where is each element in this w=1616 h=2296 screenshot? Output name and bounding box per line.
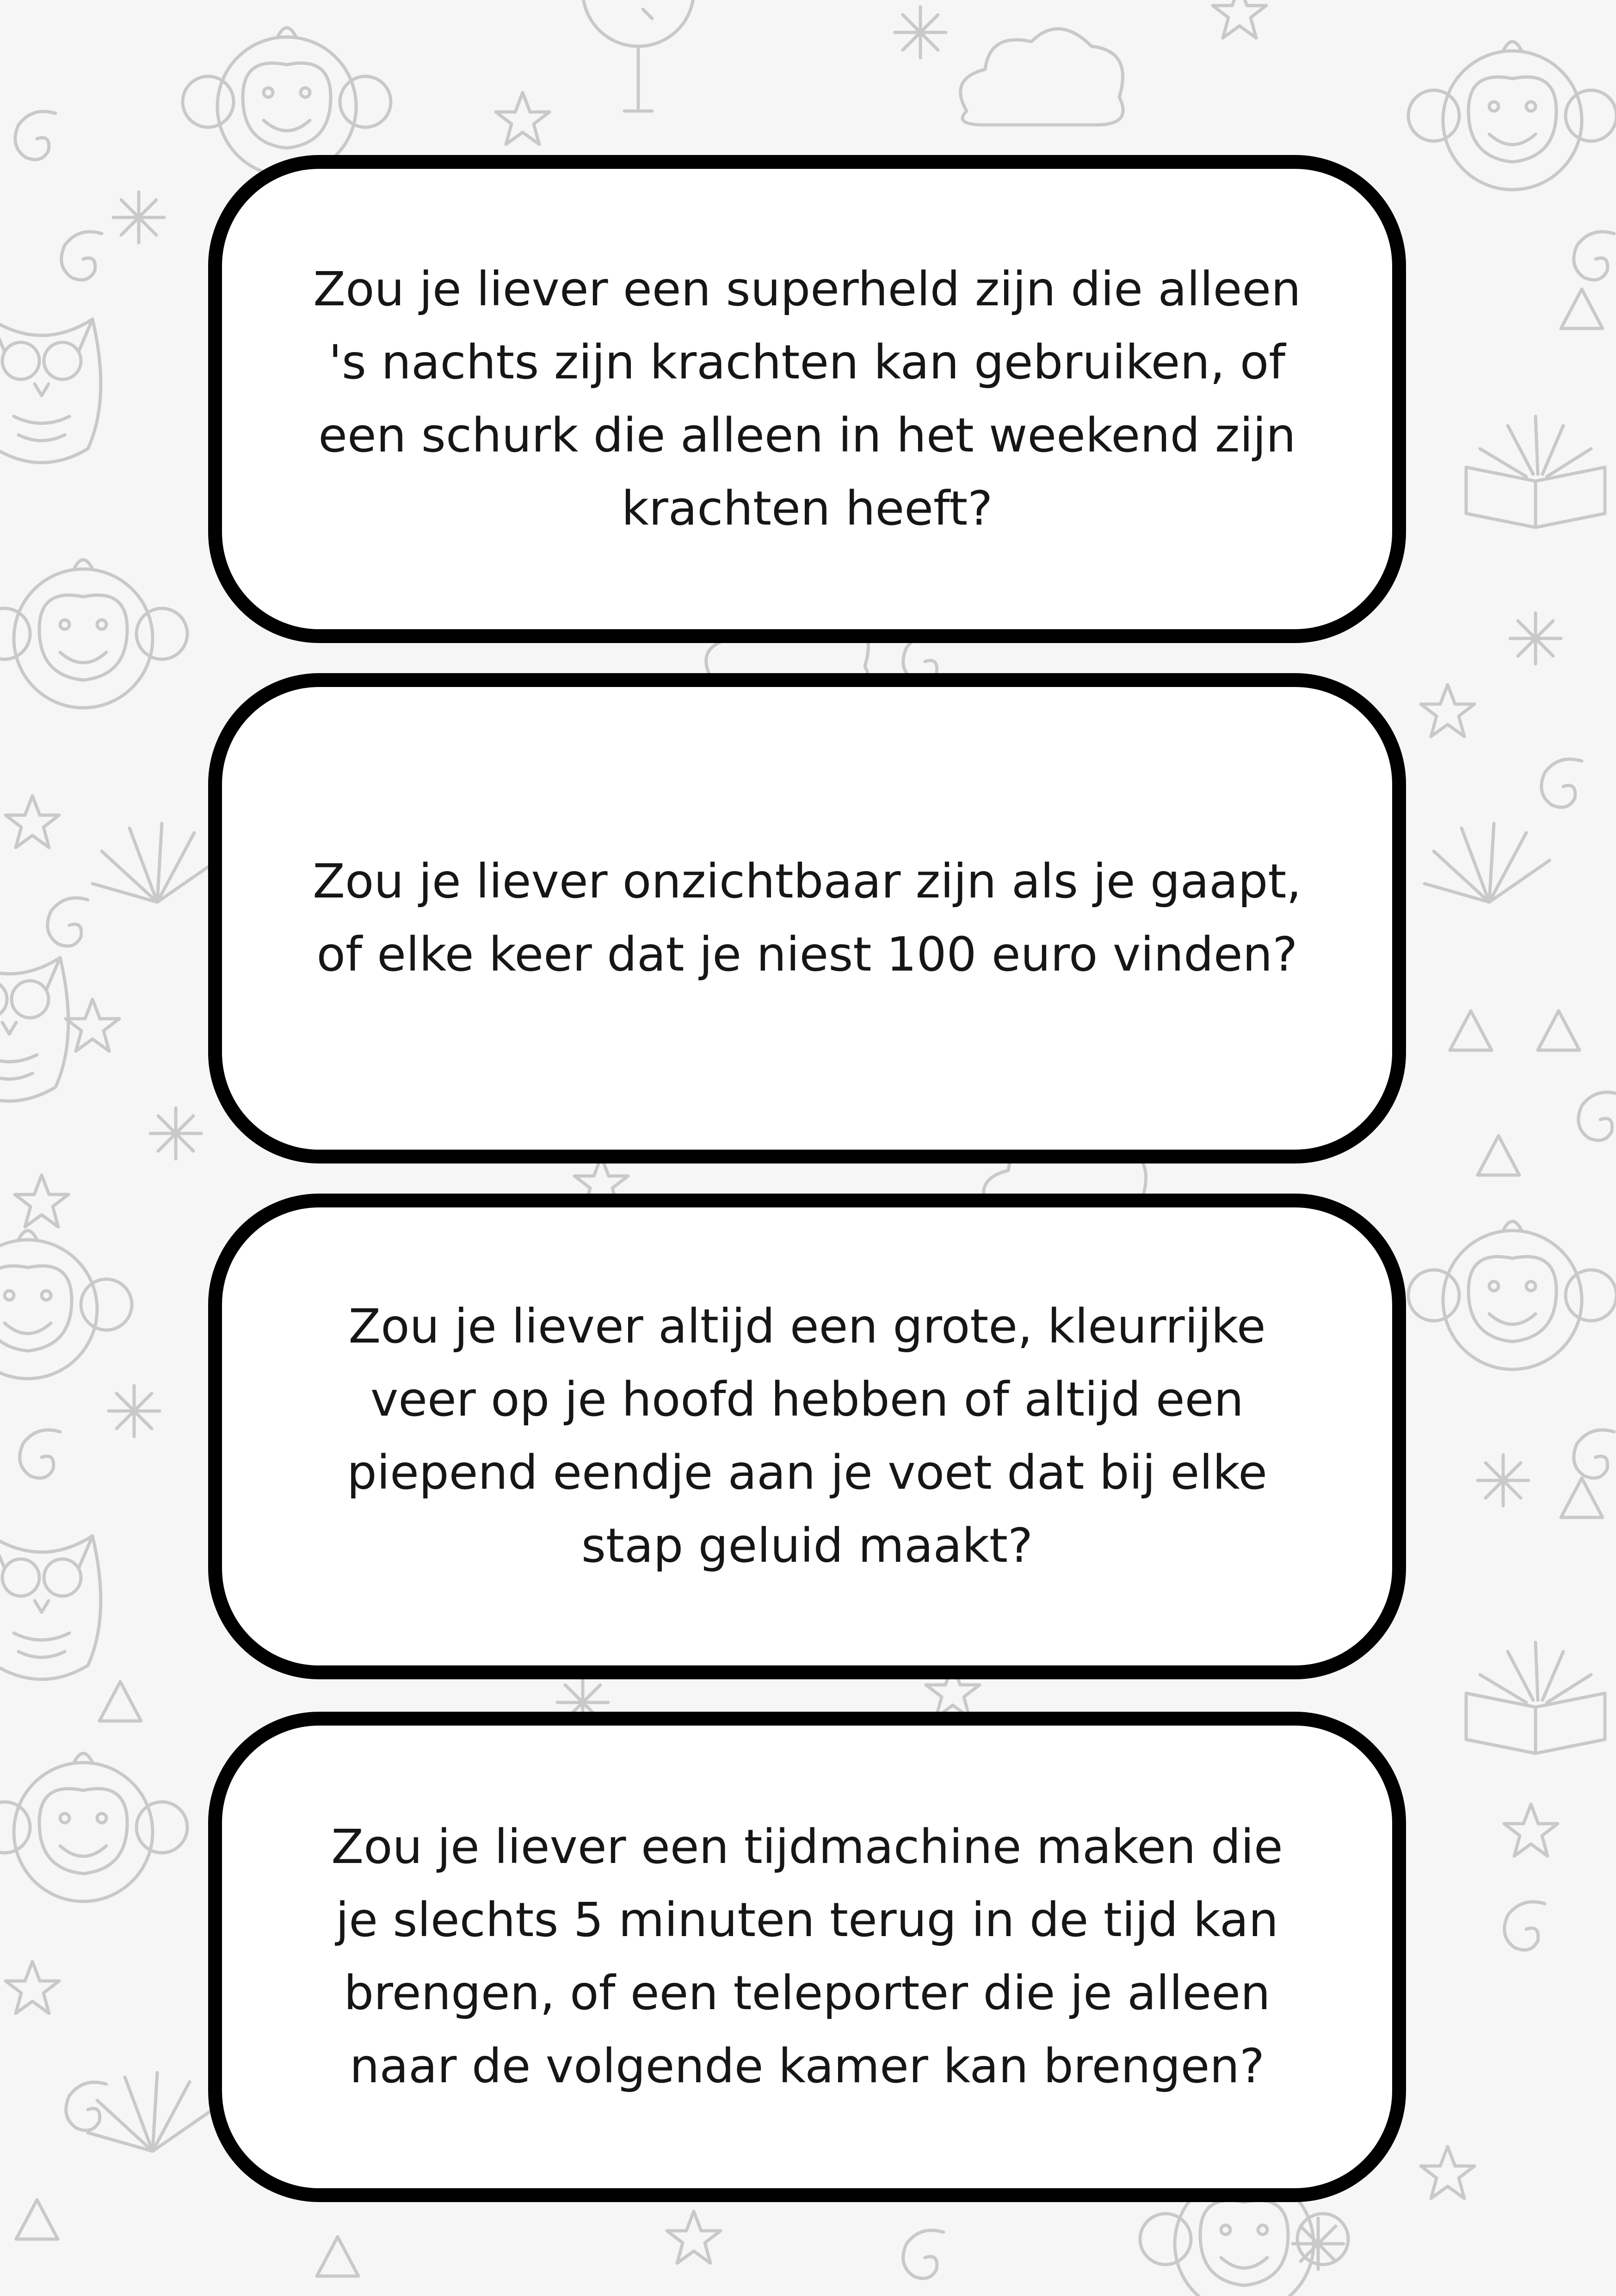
question-card-3 xyxy=(208,1194,1406,1679)
question-card-1 xyxy=(208,155,1406,643)
question-text: Zou je liever altijd een grote, kleurrijke veer op je hoofd hebben of altijd een piepend eendje aan je voet dat bij elke stap geluid maakt? xyxy=(347,1299,1267,1573)
question-card-4 xyxy=(208,1712,1406,2202)
question-text: Zou je liever een superheld zijn die alleen 's nachts zijn krachten kan gebruiken, of een schurk die alleen in het weekend zijn krachten heeft? xyxy=(313,261,1301,536)
question-text: Zou je liever een tijdmachine maken die je slechts 5 minuten terug in de tijd kan brengen, of een teleporter die je alleen naar de volgende kamer kan brengen? xyxy=(331,1819,1283,2094)
question-text: Zou je liever onzichtbaar zijn als je gaapt, of elke keer dat je niest 100 euro vinden? xyxy=(313,854,1301,982)
question-card-2 xyxy=(208,673,1406,1163)
